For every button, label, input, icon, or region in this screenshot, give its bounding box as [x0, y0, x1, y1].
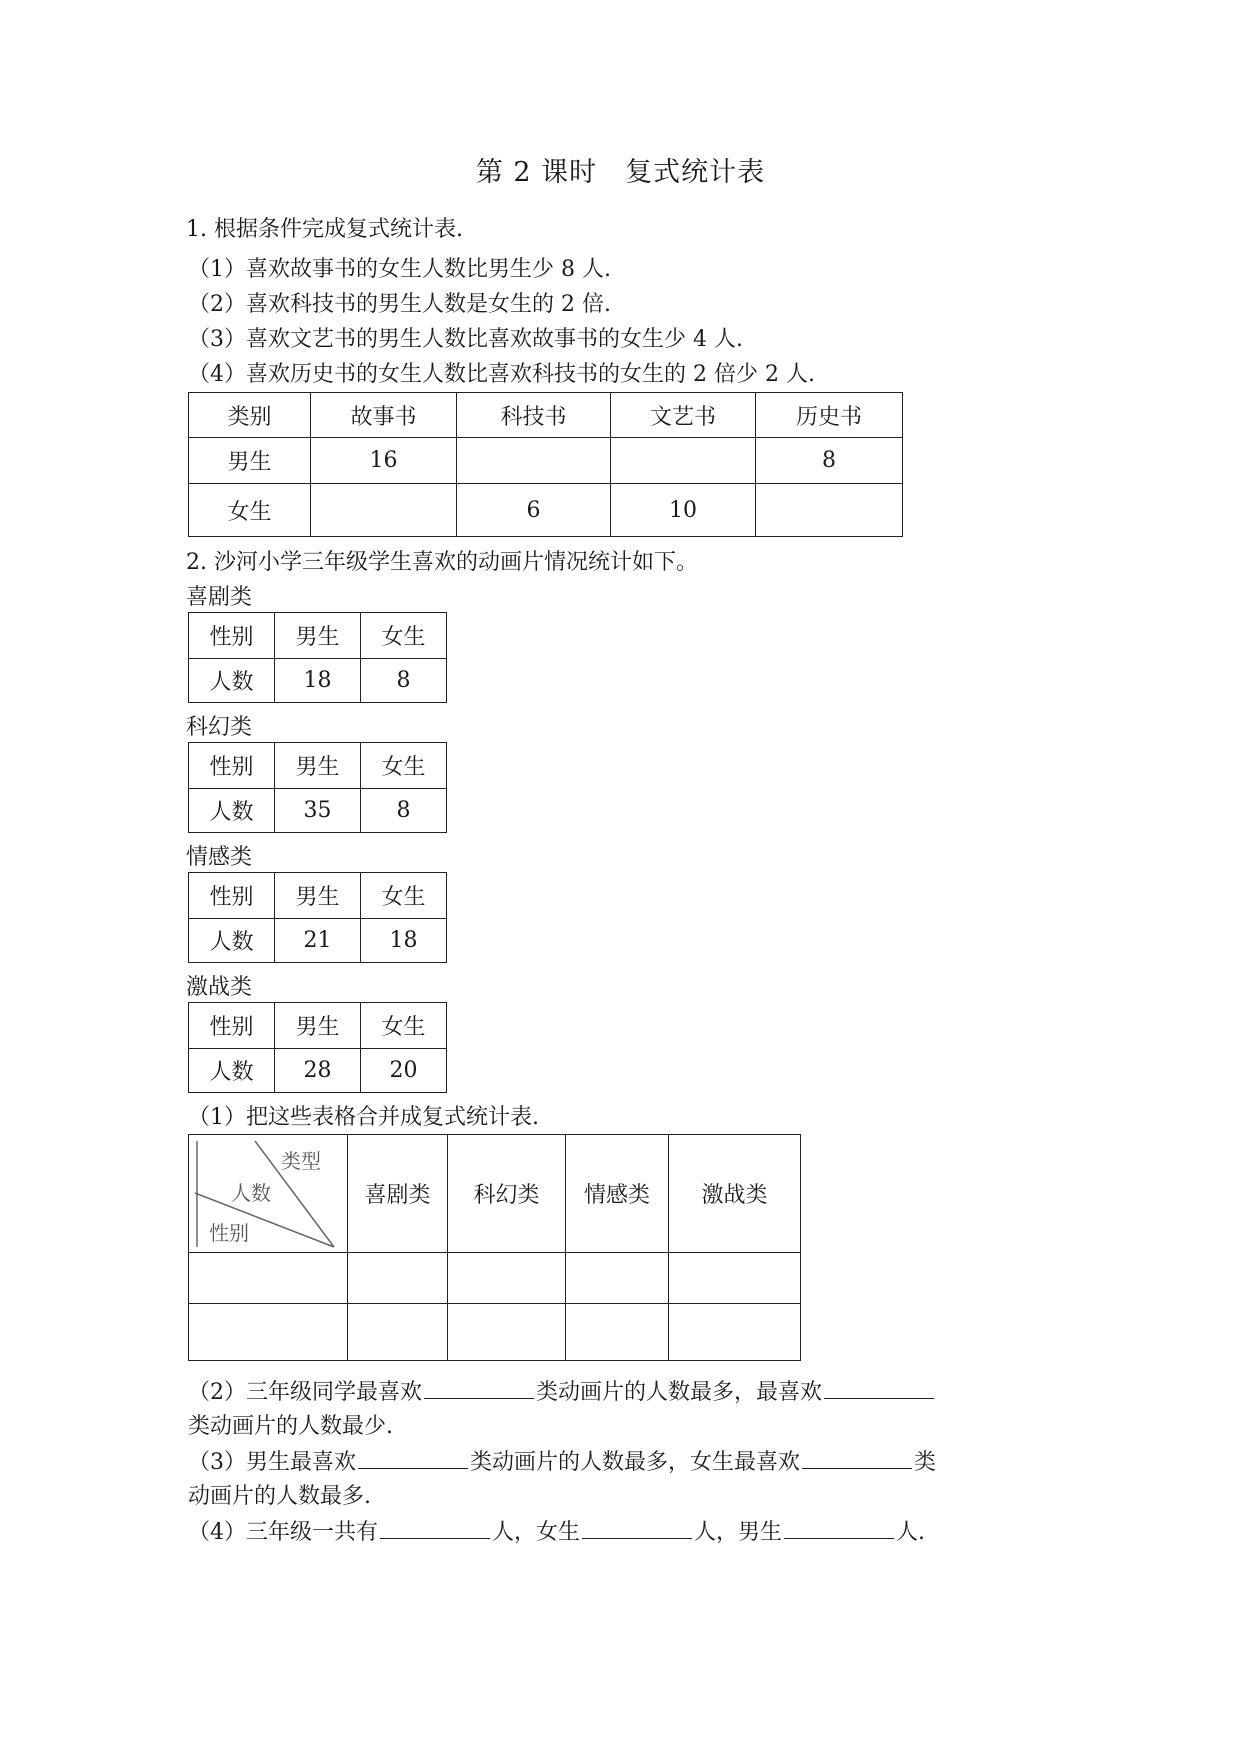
- q1-header-cell: 历史书: [756, 393, 903, 438]
- q1-condition-4: （4）喜欢历史书的女生人数比喜欢科技书的女生的 2 倍少 2 人.: [188, 362, 815, 387]
- merged-header-cell: 喜剧类: [348, 1135, 448, 1253]
- merged-empty-cell[interactable]: [669, 1253, 801, 1304]
- q1-heading: 1. 根据条件完成复式统计表.: [186, 217, 463, 242]
- q1-table: [188, 392, 903, 537]
- small-table-cell: 性别: [189, 743, 275, 789]
- merged-empty-cell[interactable]: [189, 1253, 348, 1304]
- q2-sub2-text: 类动画片的人数最多，最喜欢: [536, 1380, 823, 1405]
- small-table-cell: 18: [361, 919, 447, 963]
- q1-header-cell: 类别: [189, 393, 311, 438]
- small-table-cell: 人数: [189, 1049, 275, 1093]
- small-table-scifi: [188, 742, 447, 833]
- small-table-cell: 女生: [361, 613, 447, 659]
- q2-sub3-line1: [188, 1444, 936, 1476]
- small-table-category: 情感类: [186, 845, 253, 870]
- q2-heading: 2. 沙河小学三年级学生喜欢的动画片情况统计如下。: [186, 550, 698, 575]
- diagonal-corner-cell: [189, 1135, 348, 1253]
- small-table-category: 激战类: [186, 975, 253, 1000]
- merged-header-cell: 情感类: [566, 1135, 669, 1253]
- small-table-cell: 女生: [361, 1003, 447, 1049]
- q2-sub2-line1: [188, 1374, 936, 1406]
- q1-cell[interactable]: [756, 484, 903, 537]
- small-table-cell: 18: [275, 659, 361, 703]
- small-table-cell: 人数: [189, 789, 275, 833]
- small-table-cell: 男生: [275, 873, 361, 919]
- small-table-cell: 8: [361, 659, 447, 703]
- q1-cell[interactable]: [457, 438, 611, 484]
- answer-blank[interactable]: [582, 1514, 692, 1539]
- answer-blank[interactable]: [424, 1374, 534, 1399]
- corner-label-gender: 性别: [209, 1221, 249, 1245]
- answer-blank[interactable]: [380, 1514, 490, 1539]
- merged-empty-cell[interactable]: [566, 1304, 669, 1361]
- merged-empty-cell[interactable]: [189, 1304, 348, 1361]
- q1-header-cell: 故事书: [311, 393, 457, 438]
- merged-empty-cell[interactable]: [348, 1253, 448, 1304]
- small-table-cell: 人数: [189, 919, 275, 963]
- small-table-category: 科幻类: [186, 715, 253, 740]
- q1-condition-2: （2）喜欢科技书的男生人数是女生的 2 倍.: [188, 292, 611, 317]
- q1-cell: 10: [611, 484, 756, 537]
- small-table-emotion: [188, 872, 447, 963]
- q1-cell: 8: [756, 438, 903, 484]
- small-table-cell: 性别: [189, 1003, 275, 1049]
- q1-cell[interactable]: [311, 484, 457, 537]
- merged-header-cell: 科幻类: [448, 1135, 566, 1253]
- small-table-cell: 性别: [189, 873, 275, 919]
- q2-sub4-text: 人.: [896, 1520, 926, 1545]
- merged-empty-cell[interactable]: [448, 1304, 566, 1361]
- small-table-category: 喜剧类: [186, 585, 253, 610]
- small-table-cell: 男生: [275, 743, 361, 789]
- q1-cell[interactable]: [611, 438, 756, 484]
- q1-header-cell: 文艺书: [611, 393, 756, 438]
- q2-sub3-line2: 动画片的人数最多.: [188, 1484, 371, 1509]
- merged-empty-cell[interactable]: [566, 1253, 669, 1304]
- small-table-cell: 性别: [189, 613, 275, 659]
- corner-label-count: 人数: [231, 1181, 271, 1205]
- q2-sub2-line2: 类动画片的人数最少.: [188, 1414, 393, 1439]
- q1-cell: 6: [457, 484, 611, 537]
- small-table-battle: [188, 1002, 447, 1093]
- q1-condition-1: （1）喜欢故事书的女生人数比男生少 8 人.: [188, 257, 611, 282]
- q2-sub4-text: 人，女生: [492, 1520, 581, 1545]
- q2-sub1: （1）把这些表格合并成复式统计表.: [188, 1105, 539, 1130]
- small-table-cell: 女生: [361, 743, 447, 789]
- q1-row-label: 男生: [189, 438, 311, 484]
- answer-blank[interactable]: [824, 1374, 934, 1399]
- small-table-cell: 28: [275, 1049, 361, 1093]
- small-table-cell: 20: [361, 1049, 447, 1093]
- merged-empty-cell[interactable]: [669, 1304, 801, 1361]
- q2-sub4-text: （4）三年级一共有: [188, 1520, 378, 1545]
- merged-header-cell: 激战类: [669, 1135, 801, 1253]
- small-table-cell: 男生: [275, 613, 361, 659]
- q1-cell: 16: [311, 438, 457, 484]
- q2-sub2-text: （2）三年级同学最喜欢: [188, 1380, 422, 1405]
- q2-sub4-text: 人，男生: [694, 1520, 783, 1545]
- answer-blank[interactable]: [358, 1444, 468, 1469]
- small-table-cell: 女生: [361, 873, 447, 919]
- small-table-cell: 人数: [189, 659, 275, 703]
- q2-sub4-line: [188, 1514, 925, 1546]
- merged-table: [188, 1134, 801, 1361]
- q2-sub3-text: 类动画片的人数最多，女生最喜欢: [470, 1450, 801, 1475]
- q2-sub3-text: （3）男生最喜欢: [188, 1450, 356, 1475]
- small-table-cell: 男生: [275, 1003, 361, 1049]
- q1-condition-3: （3）喜欢文艺书的男生人数比喜欢故事书的女生少 4 人.: [188, 327, 743, 352]
- small-table-cell: 35: [275, 789, 361, 833]
- merged-empty-cell[interactable]: [348, 1304, 448, 1361]
- merged-empty-cell[interactable]: [448, 1253, 566, 1304]
- small-table-cell: 8: [361, 789, 447, 833]
- page-title: 第 2 课时 复式统计表: [475, 157, 766, 188]
- answer-blank[interactable]: [784, 1514, 894, 1539]
- q2-sub3-text: 类: [914, 1450, 937, 1475]
- corner-label-type: 类型: [281, 1149, 321, 1173]
- q1-header-cell: 科技书: [457, 393, 611, 438]
- small-table-cell: 21: [275, 919, 361, 963]
- small-table-comedy: [188, 612, 447, 703]
- answer-blank[interactable]: [802, 1444, 912, 1469]
- q1-row-label: 女生: [189, 484, 311, 537]
